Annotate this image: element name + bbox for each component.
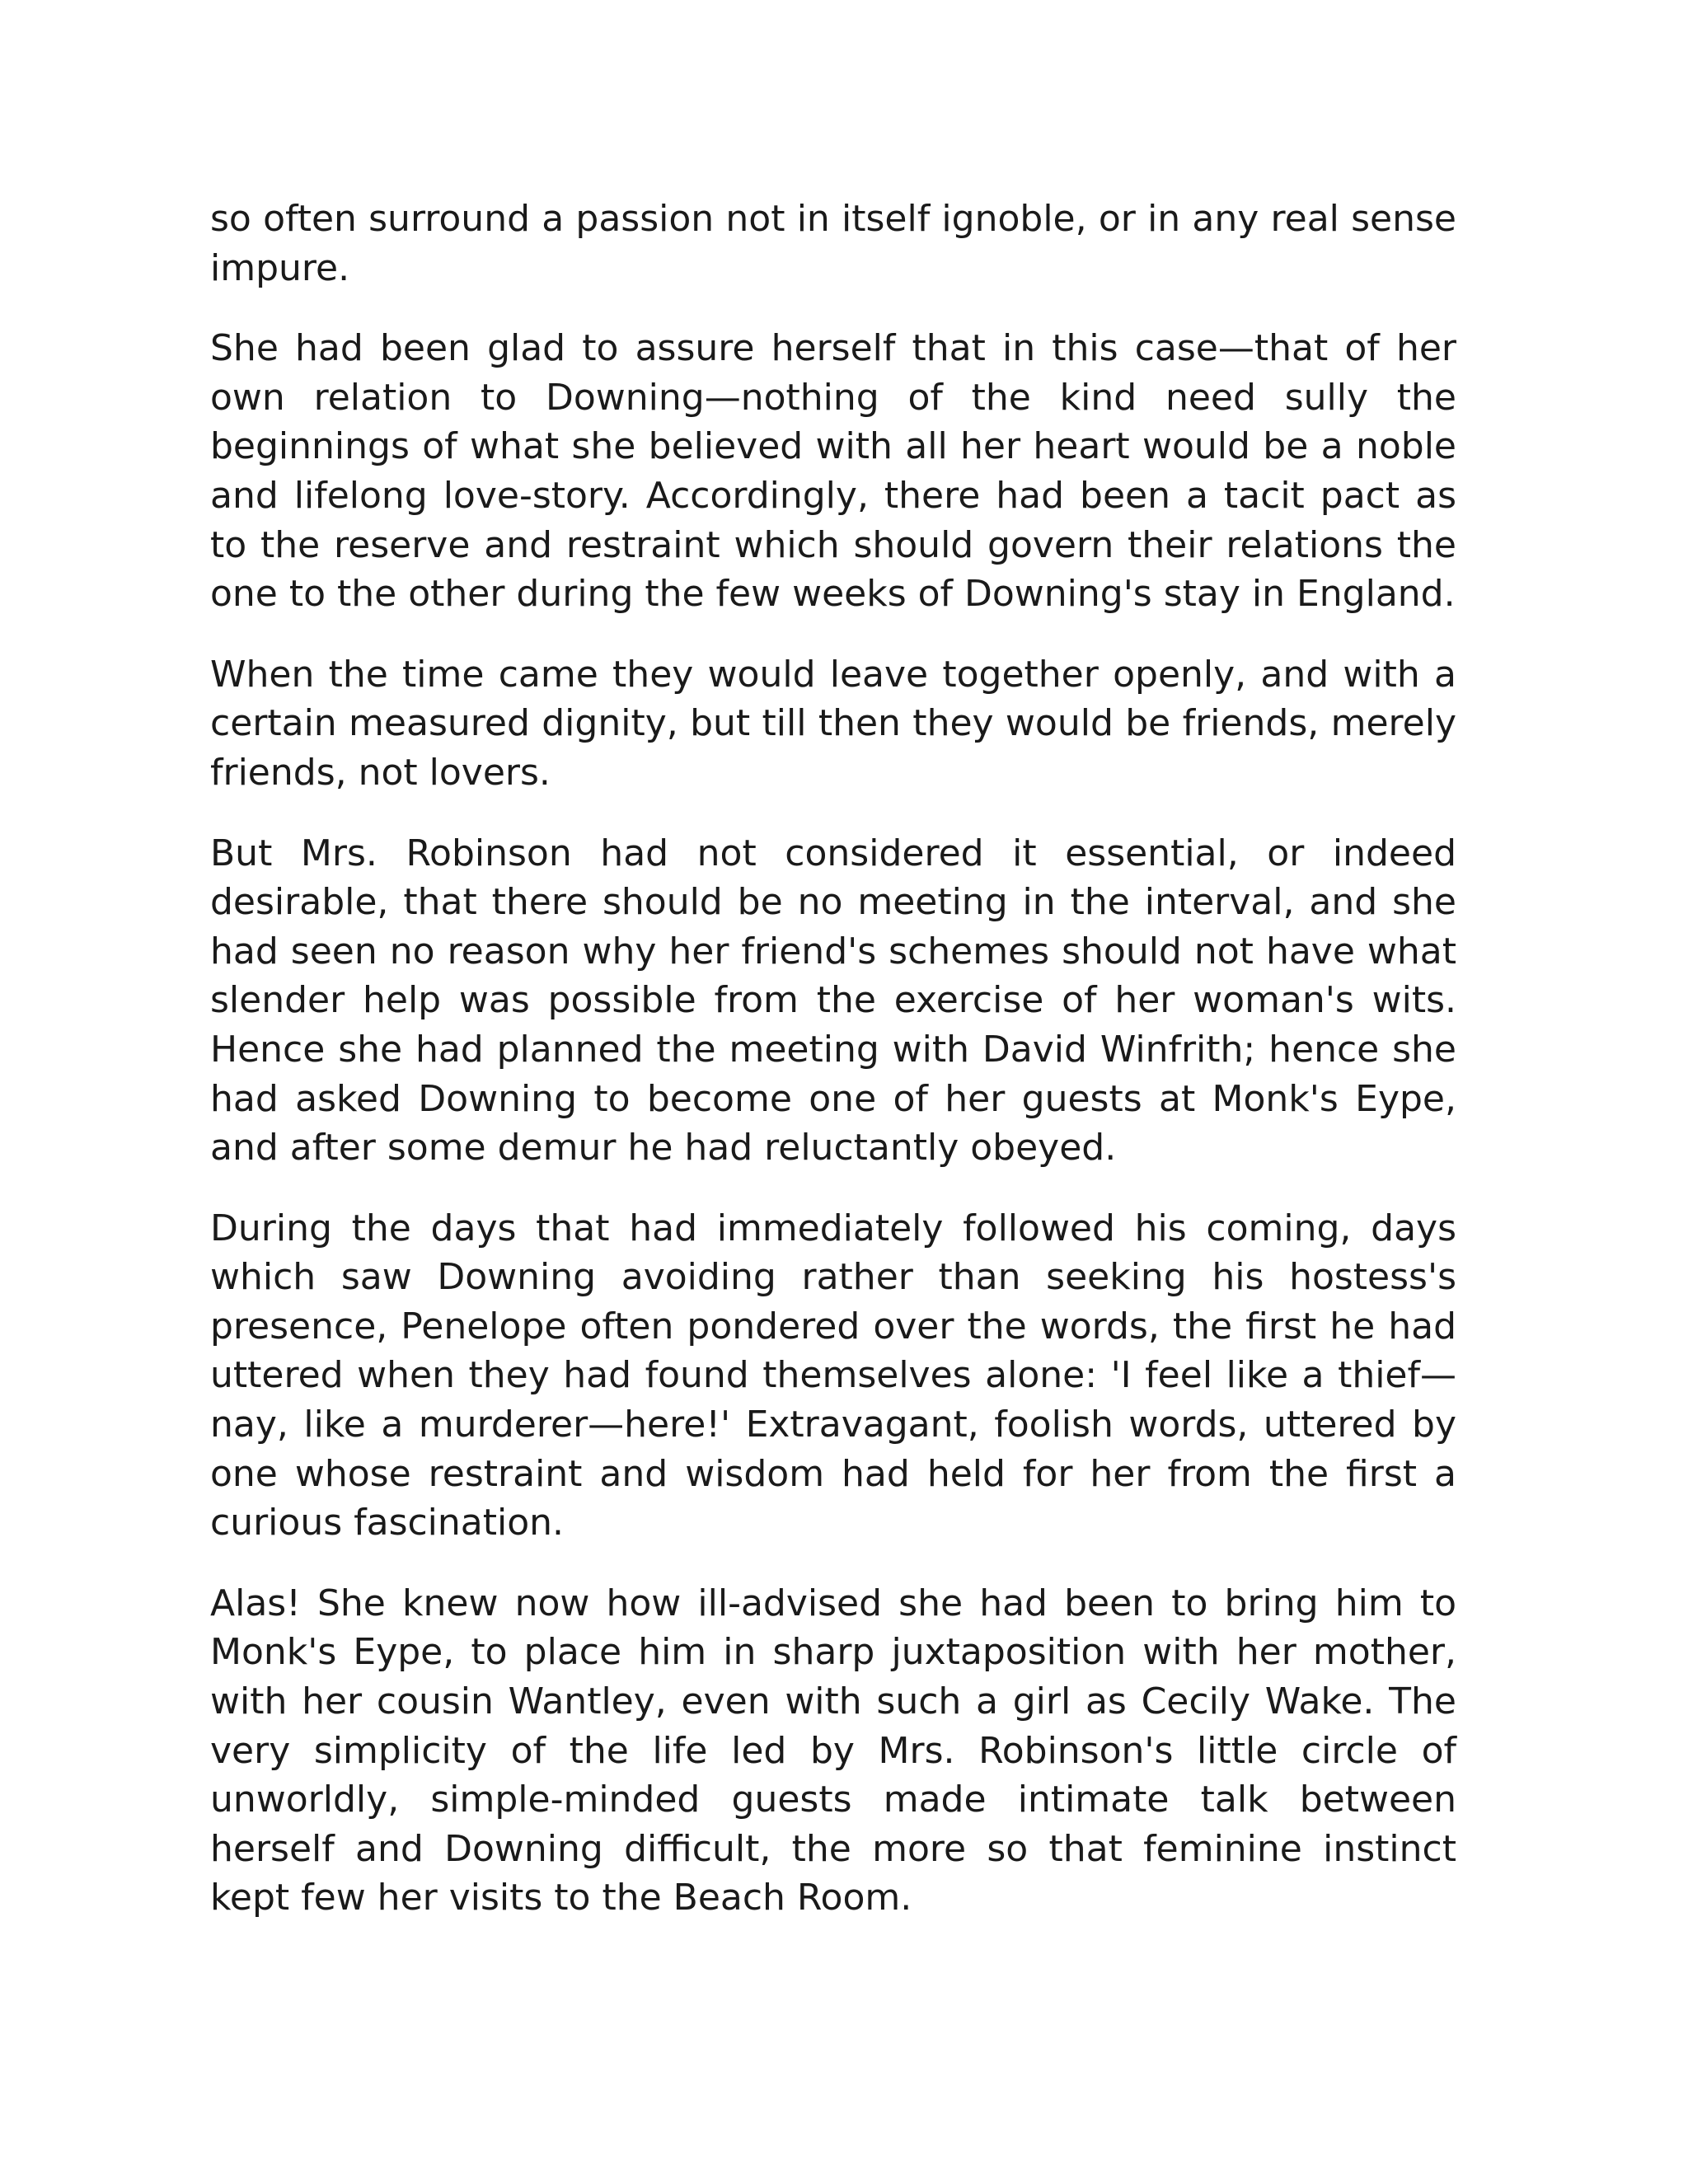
paragraph: When the time came they would leave together openly, and with a certain measured dignity, but till then they would be friends, merely friends, not lovers.	[210, 653, 1456, 794]
page-body	[210, 194, 1456, 1954]
paragraph: so often surround a passion not in itself ignoble, or in any real sense impure.	[210, 198, 1456, 289]
paragraph: She had been glad to assure herself that in this case—that of her own relation to Downing—nothing of the kind need sully the beginnings of what she believed with all her heart would be a noble and lifelong love-story. Accordingly, there had been a tacit pact as to the reserve and restraint which should govern their relations the one to the other during the few weeks of Downing's stay in England.	[210, 327, 1456, 616]
paragraph: Alas! She knew now how ill-advised she had been to bring him to Monk's Eype, to place him in sharp juxtaposition with her mother, with her cousin Wantley, even with such a girl as Cecily Wake. The very simplicity of the life led by Mrs. Robinson's little circle of unworldly, simple-minded guests made intimate talk between herself and Downing difficult, the more so that feminine instinct kept few her visits to the Beach Room.	[210, 1582, 1456, 1919]
paragraph: But Mrs. Robinson had not considered it essential, or indeed desirable, that there should be no meeting in the interval, and she had seen no reason why her friend's schemes should not have what slender help was possible from the exercise of her woman's wits. Hence she had planned the meeting with David Winfrith; hence she had asked Downing to become one of her guests at Monk's Eype, and after some demur he had reluctantly obeyed.	[210, 832, 1456, 1169]
paragraph: During the days that had immediately followed his coming, days which saw Downing avoiding rather than seeking his hostess's presence, Penelope often pondered over the words, the first he had uttered when they had found themselves alone: 'I feel like a thief—nay, like a murderer—here!' Extravagant, foolish words, uttered by one whose restraint and wisdom had held for her from the first a curious fascination.	[210, 1207, 1456, 1544]
